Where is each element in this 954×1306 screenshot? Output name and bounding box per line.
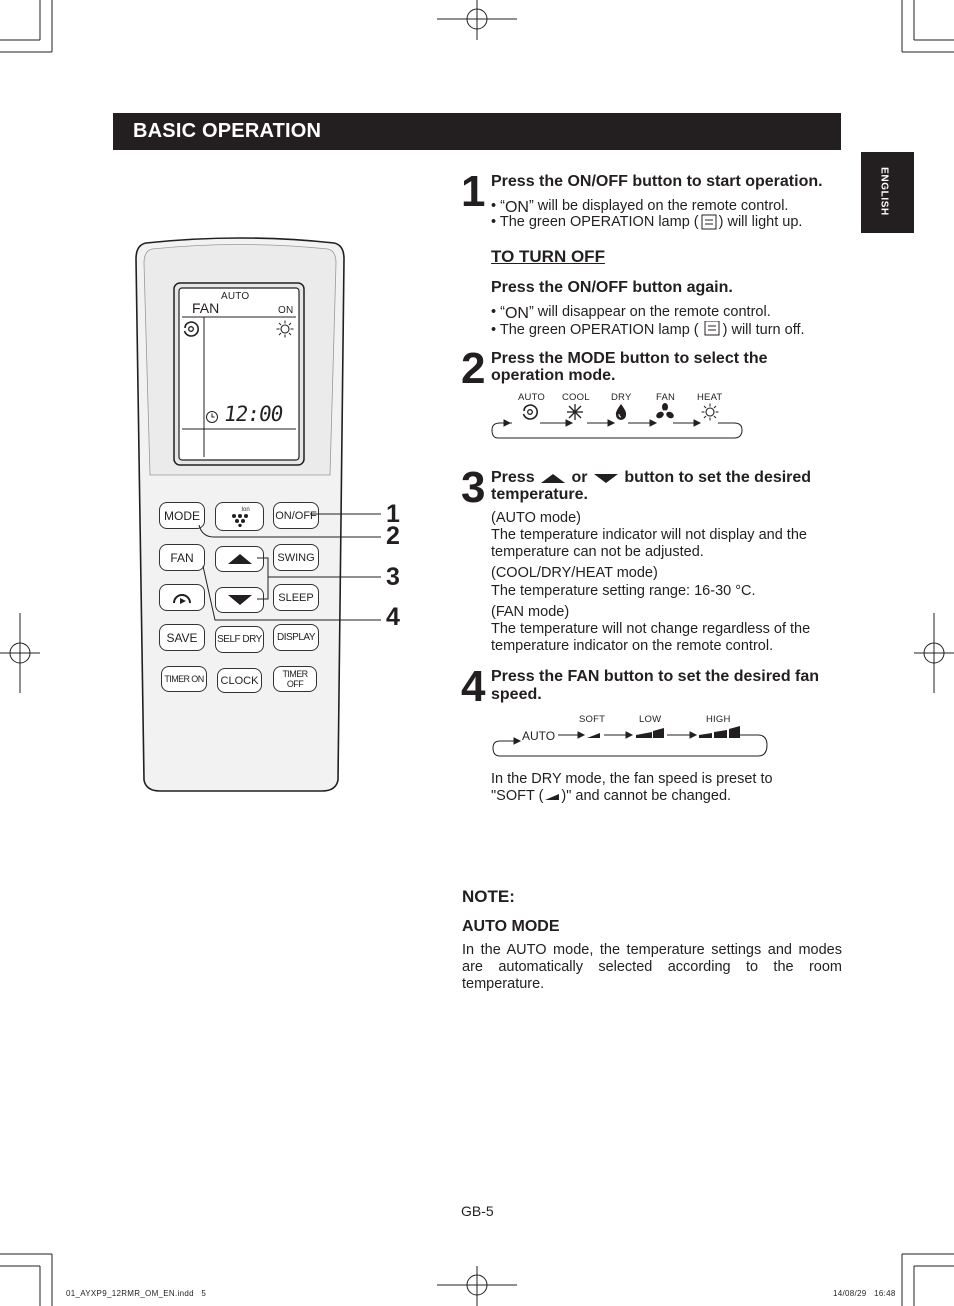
fan-blades-icon <box>656 403 674 421</box>
snowflake-icon <box>566 403 584 421</box>
note-subheading: AUTO MODE <box>462 918 560 935</box>
page-number: GB-5 <box>461 1203 494 1219</box>
step-4-heading-line-2: speed. <box>491 686 542 703</box>
fan-mode-text-1: The temperature will not change regardless of the <box>491 621 811 637</box>
mode-label-dry: DRY <box>611 392 632 403</box>
dry-mode-note-2: "SOFT ( )" and cannot be changed. <box>491 788 732 804</box>
fan-mode-text-2: temperature indicator on the remote control. <box>491 638 774 654</box>
timer-on-button[interactable]: TIMER ON <box>161 666 207 692</box>
auto-mode-text-1: The temperature indicator will not display and the <box>491 527 807 543</box>
swing-button[interactable]: SWING <box>273 544 319 571</box>
auto-mode-title: (AUTO mode) <box>491 510 581 526</box>
triangle-down-icon-inline <box>592 472 620 484</box>
clock-button[interactable]: CLOCK <box>217 668 262 693</box>
step-1-line-1: • “ON” will be displayed on the remote control. <box>491 198 789 216</box>
dry-mode-note-1: In the DRY mode, the fan speed is preset to <box>491 771 773 787</box>
mode-label-auto: AUTO <box>518 392 546 403</box>
to-turn-off-heading: TO TURN OFF <box>491 247 605 266</box>
step-3-heading-line-1: Press or button to set the desired <box>491 469 812 486</box>
operation-lamp-icon-off <box>699 321 723 339</box>
timer-off-button[interactable]: TIMER OFF <box>273 666 317 692</box>
lcd-on-label: ON <box>278 305 294 316</box>
section-title: BASIC OPERATION <box>133 120 322 142</box>
step-1-number: 1 <box>461 167 486 216</box>
cool-dry-heat-title: (COOL/DRY/HEAT mode) <box>491 565 658 581</box>
soft-fan-icon <box>543 791 561 801</box>
lcd-on-text: ON <box>504 199 529 216</box>
note-heading: NOTE: <box>462 887 515 906</box>
fan-speed-auto: AUTO <box>522 729 556 743</box>
fan-speed-cycle-diagram <box>490 724 772 760</box>
auto-mode-icon <box>521 403 539 421</box>
callout-1: 1 <box>386 500 400 528</box>
mode-label-cool: COOL <box>562 392 590 403</box>
step-3-heading-line-2: temperature. <box>491 486 588 503</box>
on-off-button[interactable]: ON/OFF <box>273 502 319 529</box>
step-1-heading: Press the ON/OFF button to start operation. <box>491 173 823 190</box>
fan-speed-label-soft: SOFT <box>579 714 606 725</box>
fan-speed-label-low: LOW <box>639 714 662 725</box>
callout-4: 4 <box>386 603 400 631</box>
cool-dry-heat-text: The temperature setting range: 16-30 °C. <box>491 583 756 599</box>
fan-speed-label-high: HIGH <box>706 714 731 725</box>
fan-mode-title: (FAN mode) <box>491 604 570 620</box>
lcd-on-text-off: ON <box>504 305 529 322</box>
step-2-number: 2 <box>461 344 486 393</box>
step-1-line-2: • The green OPERATION lamp ( ) will light up. <box>491 214 803 230</box>
callout-3: 3 <box>386 563 400 591</box>
step-3-number: 3 <box>461 463 486 512</box>
lcd-auto-label: AUTO <box>221 291 250 302</box>
step-2-heading-line-1: Press the MODE button to select the <box>491 350 768 367</box>
heat-sun-icon <box>701 403 719 421</box>
self-dry-button[interactable]: SELF DRY <box>215 626 264 653</box>
fan-button[interactable]: FAN <box>159 544 205 571</box>
step-4-number: 4 <box>461 662 486 711</box>
lcd-fan-label: FAN <box>192 300 220 316</box>
turn-off-line-2: • The green OPERATION lamp ( ) will turn off. <box>491 321 805 338</box>
step-2-heading-line-2: operation mode. <box>491 367 616 384</box>
triangle-up-icon-inline <box>539 472 567 484</box>
file-name: 01_AYXP9_12RMR_OM_EN.indd 5 <box>66 1289 207 1298</box>
turn-off-line-1: • “ON” will disappear on the remote control. <box>491 304 771 322</box>
auto-mode-text-2: temperature can not be adjusted. <box>491 544 704 560</box>
operation-lamp-icon <box>699 214 719 230</box>
display-button[interactable]: DISPLAY <box>273 624 319 651</box>
mode-button[interactable]: MODE <box>159 502 205 529</box>
droplet-icon <box>614 403 628 421</box>
to-turn-off-subheading: Press the ON/OFF button again. <box>491 279 733 296</box>
save-button[interactable]: SAVE <box>159 624 205 651</box>
sleep-button[interactable]: SLEEP <box>273 584 319 611</box>
mode-label-fan: FAN <box>656 392 676 403</box>
print-timestamp: 14/08/29 16:48 <box>833 1289 896 1298</box>
language-tab-label: ENGLISH <box>878 167 890 216</box>
callout-2: 2 <box>386 522 400 550</box>
mode-label-heat: HEAT <box>697 392 723 403</box>
lcd-time: 12:00 <box>222 402 284 426</box>
ion-label: Ion <box>241 506 250 513</box>
note-text: In the AUTO mode, the temperature settings and modes are automatically selected according to the room temperature. <box>462 942 842 992</box>
step-4-heading-line-1: Press the FAN button to set the desired fan <box>491 668 820 685</box>
